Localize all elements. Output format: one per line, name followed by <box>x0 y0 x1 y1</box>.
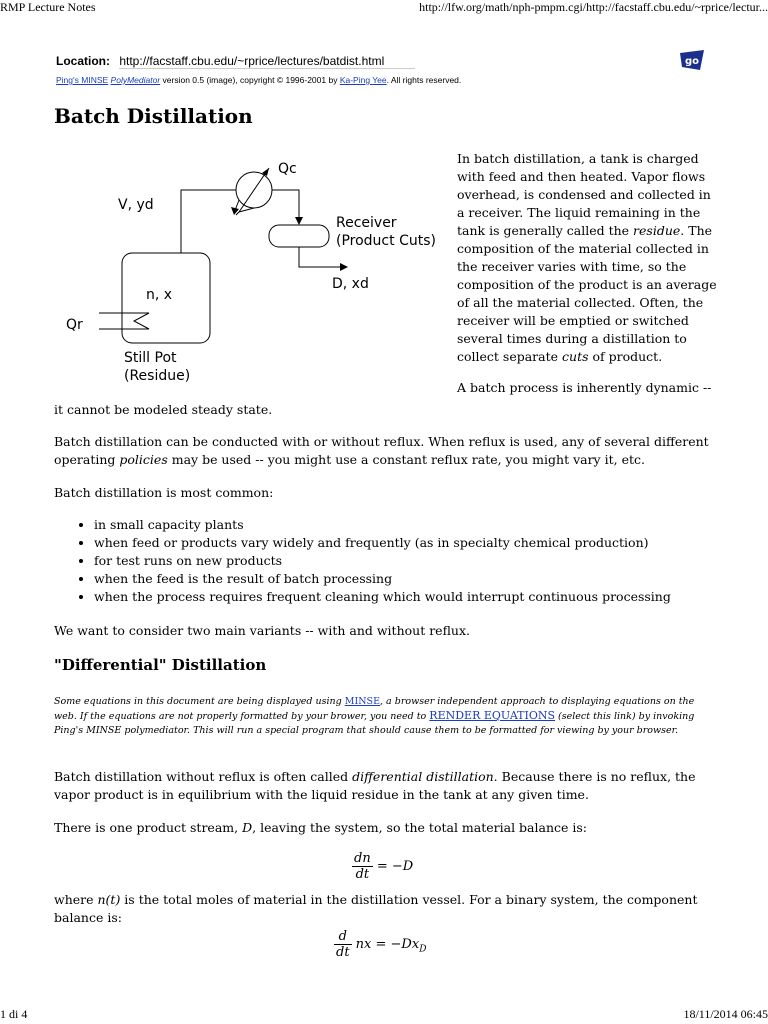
section-heading: "Differential" Distillation <box>54 656 267 674</box>
location-input[interactable]: http://facstaff.cbu.edu/~rprice/lectures/batdist.html <box>119 54 415 69</box>
label-nx: n, x <box>146 287 173 303</box>
print-datetime: 18/11/2014 06:45 <box>683 1007 768 1021</box>
equation-total-balance: $\frac{dn}{dt}$ = −D <box>354 851 414 882</box>
minse-note: Some equations in this document are being displayed using MINSE, a browser independent approach to displaying equations on the web. If the equations are not properly formatted by your brower, you need to RENDER EQUATIONS (select this link) by invoking Ping's MINSE polymediator. This will run a special program that should cause them to be formatted for viewing by your browser. <box>54 696 695 736</box>
author-link[interactable]: Ka-Ping Yee <box>339 75 387 85</box>
label-vyd: V, yd <box>118 197 154 213</box>
list-item: • for test runs on new products <box>94 552 732 570</box>
component-balance-paragraph: where n(t) is the total moles of material in the distillation vessel. For a binary system, the component balance is: <box>54 892 698 925</box>
list-item: • when the feed is the result of batch processing <box>94 570 732 588</box>
print-header-url: http://lfw.org/math/nph-pmpm.cgi/http://facstaff.cbu.edu/~rprice/lectur... <box>419 0 768 14</box>
list-item: • when the process requires frequent cleaning which would interrupt continuous processing <box>94 588 732 606</box>
print-footer <box>0 1008 768 1024</box>
label-residue: (Residue) <box>124 368 191 384</box>
print-header <box>0 0 768 16</box>
minse-credit: Ping's MINSE PolyMediator version 0.5 (image), copyright © 1996-2001 by Ka-Ping Yee. All rights reserved. <box>56 75 462 85</box>
svg-text:go: go <box>684 56 700 67</box>
batch-distillation-diagram <box>54 145 449 390</box>
label-receiver: Receiver <box>336 215 397 231</box>
dynamic-paragraph-end: it cannot be modeled steady state. <box>54 402 273 417</box>
variants-paragraph: We want to consider two main variants -- with and without reflux. <box>54 623 470 638</box>
uses-list <box>72 516 732 606</box>
polymediator-link[interactable]: PolyMediator <box>110 75 161 85</box>
differential-paragraph: Batch distillation without reflux is often called differential distillation. Because there is no reflux, the vapor product is in equilibrium with the liquid residue in the tank at any given time. <box>54 769 696 802</box>
minse-link[interactable]: Ping's MINSE <box>56 75 109 85</box>
reflux-paragraph: Batch distillation can be conducted with or without reflux. When reflux is used, any of several different operating policies may be used -- you might use a constant reflux rate, you might vary it, etc. <box>54 434 709 467</box>
product-stream-paragraph: There is one product stream, D, leaving the system, so the total material balance is: <box>54 820 587 835</box>
page-number: 1 di 4 <box>0 1007 28 1021</box>
intro-paragraph: In batch distillation, a tank is charged with feed and then heated. Vapor flows overhead, is condensed and collected in a receiver. The liquid remaining in the tank is generally called the residue. The composition of the material collected in the receiver varies with time, so the composition of the product is an average of all the material collected. Often, the receiver will be emptied or switched several times during a distillation to collect separate cuts of product. <box>457 151 717 364</box>
common-paragraph: Batch distillation is most common: <box>54 485 274 500</box>
label-dxd: D, xd <box>332 276 369 292</box>
list-item: • when feed or products vary widely and frequently (as in specialty chemical production) <box>94 534 732 552</box>
label-qc: Qc <box>278 161 297 177</box>
label-qr: Qr <box>66 317 83 333</box>
location-label: Location: <box>56 54 110 68</box>
page-title: Batch Distillation <box>54 104 253 128</box>
print-header-title: RMP Lecture Notes <box>0 0 96 14</box>
label-still-pot: Still Pot <box>124 350 177 366</box>
render-equations-link[interactable]: RENDER EQUATIONS <box>429 709 556 722</box>
intro-side-text <box>457 150 722 410</box>
list-item: • in small capacity plants <box>94 516 732 534</box>
label-product-cuts: (Product Cuts) <box>336 233 436 249</box>
location-bar <box>56 54 415 69</box>
go-arrow-icon <box>680 50 704 70</box>
equation-component-balance: $\frac{d}{dt}$ nx = $-Dx_D$ <box>336 929 427 960</box>
go-button[interactable] <box>680 50 704 70</box>
dynamic-paragraph-start: A batch process is inherently dynamic -- <box>457 380 712 395</box>
minse-note-link[interactable]: MINSE <box>344 696 381 707</box>
